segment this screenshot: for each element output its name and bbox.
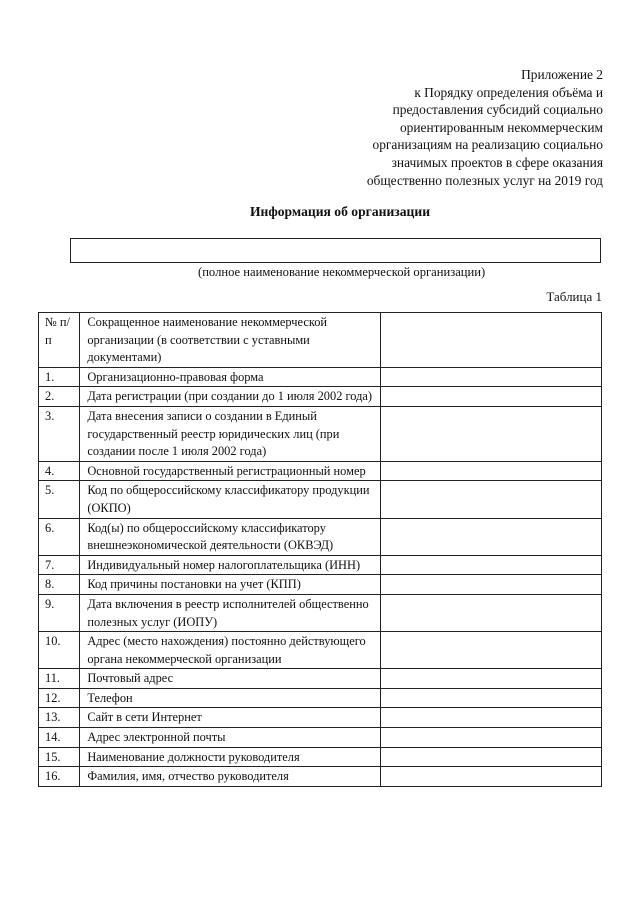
row-number: 10. bbox=[39, 632, 80, 669]
table-row bbox=[39, 555, 602, 575]
table-row bbox=[39, 594, 602, 631]
table-row bbox=[39, 461, 602, 481]
table-row bbox=[39, 406, 602, 461]
row-number: 13. bbox=[39, 708, 80, 728]
org-full-name-caption: (полное наименование некоммерческой организации) bbox=[198, 265, 486, 279]
table-row bbox=[39, 481, 602, 518]
row-value-cell[interactable] bbox=[381, 669, 602, 689]
row-number: 8. bbox=[39, 575, 80, 595]
organization-info-table bbox=[38, 312, 602, 787]
row-label: Код по общероссийскому классификатору продукции (ОКПО) bbox=[80, 481, 381, 518]
row-value-cell[interactable] bbox=[381, 406, 602, 461]
row-number: 15. bbox=[39, 747, 80, 767]
row-label: Фамилия, имя, отчество руководителя bbox=[80, 767, 381, 787]
table-row bbox=[39, 767, 602, 787]
appendix-line: организациям на реализацию социально bbox=[372, 137, 603, 153]
row-label: Дата внесения записи о создании в Единый государственный реестр юридических лиц (при создании после 1 июля 2002 года) bbox=[80, 406, 381, 461]
row-label: Почтовый адрес bbox=[80, 669, 381, 689]
row-label: Телефон bbox=[80, 688, 381, 708]
row-label: Адрес (место нахождения) постоянно действующего органа некоммерческой организации bbox=[80, 632, 381, 669]
row-number: 2. bbox=[39, 387, 80, 407]
table-row bbox=[39, 669, 602, 689]
document-title: Информация об организации bbox=[249, 204, 431, 219]
row-number: 9. bbox=[39, 594, 80, 631]
row-value-cell[interactable] bbox=[381, 461, 602, 481]
row-number: 11. bbox=[39, 669, 80, 689]
org-full-name-field[interactable] bbox=[70, 238, 601, 263]
row-number: 6. bbox=[39, 518, 80, 555]
row-label: Код(ы) по общероссийскому классификатору внешнеэкономической деятельности (ОКВЭД) bbox=[80, 518, 381, 555]
row-label: Основной государственный регистрационный номер bbox=[80, 461, 381, 481]
table-row bbox=[39, 367, 602, 387]
appendix-line: предоставления субсидий социально bbox=[392, 102, 603, 118]
row-value-cell[interactable] bbox=[381, 688, 602, 708]
row-value-cell[interactable] bbox=[381, 313, 602, 368]
table-row bbox=[39, 688, 602, 708]
row-number: 7. bbox=[39, 555, 80, 575]
row-number: 5. bbox=[39, 481, 80, 518]
table-row bbox=[39, 728, 602, 748]
table-row bbox=[39, 747, 602, 767]
table-row bbox=[39, 518, 602, 555]
table-row bbox=[39, 387, 602, 407]
row-value-cell[interactable] bbox=[381, 594, 602, 631]
table-label: Таблица 1 bbox=[546, 289, 602, 304]
row-number: 12. bbox=[39, 688, 80, 708]
row-number: 16. bbox=[39, 767, 80, 787]
row-value-cell[interactable] bbox=[381, 387, 602, 407]
table-row bbox=[39, 575, 602, 595]
row-label: Дата включения в реестр исполнителей общественно полезных услуг (ИОПУ) bbox=[80, 594, 381, 631]
table-row bbox=[39, 708, 602, 728]
row-value-cell[interactable] bbox=[381, 367, 602, 387]
row-number: 4. bbox=[39, 461, 80, 481]
row-value-cell[interactable] bbox=[381, 632, 602, 669]
row-value-cell[interactable] bbox=[381, 481, 602, 518]
row-value-cell[interactable] bbox=[381, 767, 602, 787]
row-value-cell[interactable] bbox=[381, 555, 602, 575]
appendix-line: к Порядку определения объёма и bbox=[414, 84, 603, 100]
row-value-cell[interactable] bbox=[381, 708, 602, 728]
row-label: Сокращенное наименование некоммерческой организации (в соответствии с уставными документами) bbox=[80, 313, 381, 368]
row-label: Адрес электронной почты bbox=[80, 728, 381, 748]
row-label: Код причины постановки на учет (КПП) bbox=[80, 575, 381, 595]
row-number: 14. bbox=[39, 728, 80, 748]
row-number: 3. bbox=[39, 406, 80, 461]
row-label: Дата регистрации (при создании до 1 июля 2002 года) bbox=[80, 387, 381, 407]
appendix-line: Приложение 2 bbox=[521, 67, 603, 82]
appendix-line: значимых проектов в сфере оказания bbox=[391, 154, 603, 170]
row-label: Наименование должности руководителя bbox=[80, 747, 381, 767]
appendix-line: общественно полезных услуг на 2019 год bbox=[366, 172, 603, 188]
table-row bbox=[39, 632, 602, 669]
appendix-line: ориентированным некоммерческим bbox=[399, 119, 603, 135]
row-value-cell[interactable] bbox=[381, 747, 602, 767]
appendix-header bbox=[263, 66, 603, 189]
row-value-cell[interactable] bbox=[381, 518, 602, 555]
row-number: № п/п bbox=[39, 313, 80, 368]
row-value-cell[interactable] bbox=[381, 575, 602, 595]
table-row bbox=[39, 313, 602, 368]
row-label: Организационно-правовая форма bbox=[80, 367, 381, 387]
row-label: Сайт в сети Интернет bbox=[80, 708, 381, 728]
row-number: 1. bbox=[39, 367, 80, 387]
row-value-cell[interactable] bbox=[381, 728, 602, 748]
row-label: Индивидуальный номер налогоплательщика (ИНН) bbox=[80, 555, 381, 575]
